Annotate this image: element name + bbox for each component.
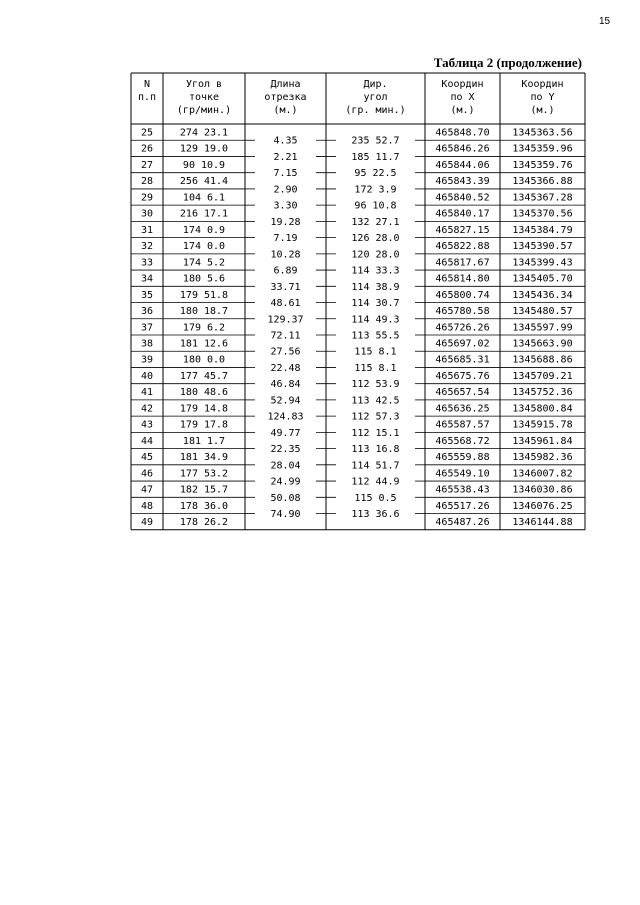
coord-y: 1345405.70 [512,273,573,285]
segment-direction: 172 3.9 [354,184,397,196]
point-angle: 180 48.6 [179,387,229,399]
coord-y: 1345915.78 [512,419,573,431]
point-number: 49 [140,517,154,529]
point-angle: 180 0.0 [182,354,226,366]
segment-length: 2.90 [273,184,298,196]
point-number: 33 [140,257,154,269]
column-header: Координ [441,79,484,90]
coord-y: 1345752.36 [512,387,573,399]
coord-x: 465657.54 [435,387,490,399]
point-number: 39 [140,354,154,366]
point-angle: 179 14.8 [179,403,229,415]
column-header: (гр/мин.) [176,105,232,116]
column-header: N [143,79,151,90]
segment-length: 7.19 [273,233,298,245]
point-number: 27 [140,159,154,171]
point-number: 44 [140,435,154,447]
segment-direction: 114 30.7 [351,298,400,310]
point-number: 32 [140,241,154,253]
coord-x: 465840.52 [435,192,490,204]
point-number: 47 [140,484,154,496]
point-number: 45 [140,452,154,464]
segment-direction: 112 44.9 [351,476,400,488]
segment-length: 49.77 [270,427,301,439]
segment-direction: 115 8.1 [354,346,397,358]
coord-y: 1345663.90 [512,338,573,350]
segment-length: 6.89 [273,265,298,277]
coord-x: 465726.26 [435,322,490,334]
coord-y: 1346144.88 [512,517,573,529]
coord-y: 1345480.57 [512,306,573,318]
segment-length: 3.30 [273,200,298,212]
segment-length: 19.28 [270,216,301,228]
coord-y: 1345384.79 [512,224,573,236]
segment-direction: 113 36.6 [351,509,400,521]
column-header: Дир. [363,79,388,90]
coord-y: 1346007.82 [512,468,573,480]
point-number: 28 [140,176,154,188]
point-number: 30 [140,208,154,220]
coord-x: 465844.06 [435,159,490,171]
segment-length: 124.83 [267,411,304,423]
column-header: п.п [137,92,157,103]
segment-direction: 114 33.3 [351,265,400,277]
segment-direction: 114 38.9 [351,281,400,293]
point-number: 48 [140,500,154,512]
point-angle: 90 10.9 [182,159,226,171]
segment-direction: 114 51.7 [351,460,400,472]
segment-length: 28.04 [270,460,301,472]
coord-x: 465827.15 [435,224,490,236]
segment-direction: 115 0.5 [354,492,397,504]
coord-y: 1345961.84 [512,435,573,447]
segment-direction: 95 22.5 [354,168,397,180]
point-number: 25 [140,127,154,139]
coord-y: 1345363.56 [512,127,573,139]
coord-y: 1346030.86 [512,484,573,496]
column-header: Координ [521,79,564,90]
point-number: 31 [140,224,154,236]
segment-length: 72.11 [270,330,301,342]
coord-x: 465817.67 [435,257,490,269]
column-header: по X [450,92,475,103]
segment-length: 22.48 [270,362,301,374]
table-caption: Таблица 2 (продолжение) [433,55,582,70]
coord-y: 1345390.57 [512,241,573,253]
point-number: 43 [140,419,154,431]
point-angle: 104 6.1 [182,192,226,204]
column-header: (м.) [450,105,475,116]
coord-y: 1345436.34 [512,289,573,301]
point-angle: 180 18.7 [179,306,229,318]
coord-x: 465846.26 [435,143,490,155]
column-header: (гр. мин.) [345,105,406,116]
column-header: (м.) [530,105,555,116]
column-header: Угол в [185,79,223,90]
coord-x: 465675.76 [435,370,490,382]
segment-direction: 113 55.5 [351,330,400,342]
page-number: 15 [599,16,611,27]
coord-y: 1345370.56 [512,208,573,220]
coord-x: 465587.57 [435,419,490,431]
point-number: 34 [140,273,154,285]
point-angle: 181 34.9 [179,452,229,464]
coord-x: 465800.74 [435,289,490,301]
point-angle: 177 53.2 [179,468,229,480]
point-number: 35 [140,289,154,301]
coord-x: 465822.88 [435,241,490,253]
segment-direction: 113 16.8 [351,444,400,456]
coord-y: 1345366.88 [512,176,573,188]
coord-y: 1345982.36 [512,452,573,464]
point-number: 42 [140,403,154,415]
segment-direction: 132 27.1 [351,216,400,228]
segment-direction: 112 57.3 [351,411,400,423]
column-header: по Y [530,92,555,103]
segment-length: 33.71 [270,281,301,293]
segment-length: 74.90 [270,509,301,521]
point-angle: 180 5.6 [182,273,226,285]
segment-direction: 115 8.1 [354,362,397,374]
segment-length: 52.94 [270,395,301,407]
point-number: 37 [140,322,154,334]
coord-x: 465843.39 [435,176,490,188]
segment-length: 24.99 [270,476,301,488]
coord-y: 1345688.86 [512,354,573,366]
point-angle: 177 45.7 [179,370,229,382]
coord-y: 1346076.25 [512,500,573,512]
segment-length: 10.28 [270,249,301,261]
point-angle: 129 19.0 [179,143,229,155]
coord-y: 1345597.99 [512,322,573,334]
segment-direction: 120 28.0 [351,249,400,261]
point-angle: 179 17.8 [179,419,229,431]
coord-y: 1345359.76 [512,159,573,171]
coord-x: 465538.43 [435,484,490,496]
segment-length: 50.08 [270,492,301,504]
point-angle: 174 0.0 [182,241,226,253]
coord-x: 465840.17 [435,208,490,220]
point-angle: 178 26.2 [179,517,229,529]
point-number: 40 [140,370,154,382]
point-angle: 181 12.6 [179,338,229,350]
point-angle: 182 15.7 [179,484,229,496]
column-header: (м.) [273,105,298,116]
point-angle: 181 1.7 [182,435,226,447]
point-angle: 179 6.2 [182,322,226,334]
coord-x: 465559.88 [435,452,490,464]
point-angle: 178 36.0 [179,500,229,512]
segment-length: 46.84 [270,379,301,391]
coord-x: 465549.10 [435,468,490,480]
coord-x: 465780.58 [435,306,490,318]
point-angle: 174 0.9 [182,224,226,236]
segment-direction: 112 15.1 [351,427,400,439]
point-angle: 174 5.2 [182,257,226,269]
segment-length: 22.35 [270,444,301,456]
segment-length: 7.15 [273,168,298,180]
coord-x: 465697.02 [435,338,490,350]
column-header: отрезка [264,92,307,103]
segment-direction: 113 42.5 [351,395,400,407]
point-number: 29 [140,192,154,204]
coord-y: 1345709.21 [512,370,573,382]
coord-y: 1345359.96 [512,143,573,155]
coord-x: 465487.26 [435,517,490,529]
segment-direction: 114 49.3 [351,314,400,326]
coord-x: 465848.70 [435,127,490,139]
coord-x: 465685.31 [435,354,490,366]
segment-length: 2.21 [273,151,298,163]
segment-length: 48.61 [270,298,301,310]
coord-y: 1345399.43 [512,257,573,269]
coord-x: 465814.80 [435,273,490,285]
column-header: Длина [270,79,301,90]
segment-direction: 112 53.9 [351,379,400,391]
segment-direction: 235 52.7 [351,135,400,147]
segment-direction: 185 11.7 [351,151,400,163]
column-header: точке [188,92,220,103]
point-angle: 216 17.1 [179,208,229,220]
point-number: 36 [140,306,154,318]
point-angle: 256 41.4 [179,176,229,188]
point-angle: 179 51.8 [179,289,229,301]
segment-length: 27.56 [270,346,301,358]
point-number: 38 [140,338,154,350]
column-header: угол [363,92,388,103]
point-number: 26 [140,143,154,155]
point-number: 46 [140,468,154,480]
segment-length: 129.37 [267,314,304,326]
coord-y: 1345367.28 [512,192,573,204]
segment-direction: 96 10.8 [354,200,397,212]
coord-x: 465636.25 [435,403,490,415]
segment-length: 4.35 [273,135,298,147]
point-number: 41 [140,387,154,399]
point-angle: 274 23.1 [179,127,229,139]
coord-x: 465568.72 [435,435,490,447]
segment-direction: 126 28.0 [351,233,400,245]
coord-x: 465517.26 [435,500,490,512]
coord-y: 1345800.84 [512,403,573,415]
